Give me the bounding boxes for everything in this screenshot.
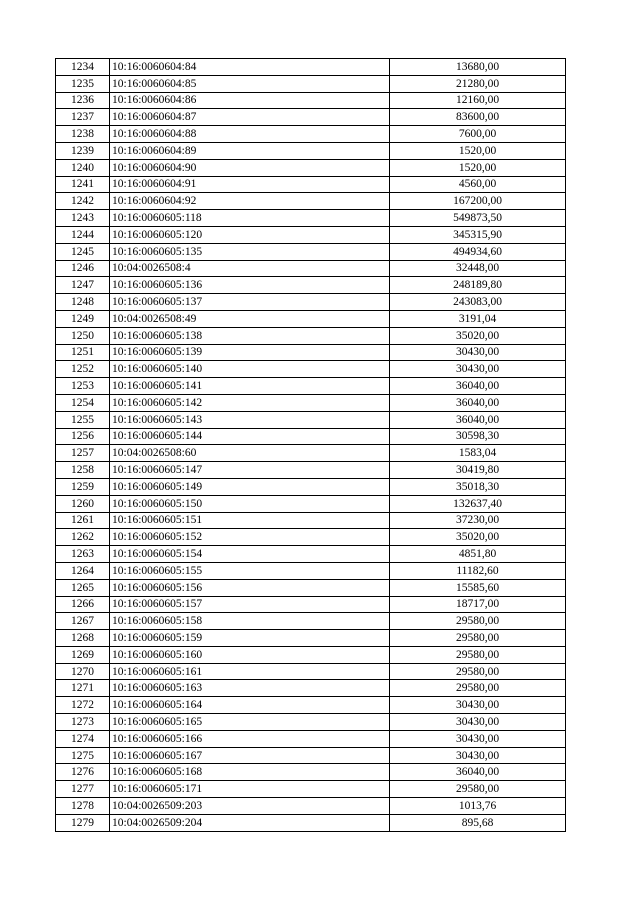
cadastral-number-cell: 10:16:0060605:144: [110, 428, 390, 445]
row-number-cell: 1257: [56, 445, 110, 462]
cadastral-number-cell: 10:16:0060605:118: [110, 210, 390, 227]
row-number-cell: 1270: [56, 663, 110, 680]
table-row: [56, 344, 566, 361]
cadastral-number-cell: 10:16:0060605:164: [110, 697, 390, 714]
table-row: [56, 445, 566, 462]
row-number-cell: 1245: [56, 243, 110, 260]
table-row: [56, 394, 566, 411]
row-number-cell: 1235: [56, 75, 110, 92]
value-cell: 37230,00: [390, 512, 566, 529]
table-row: [56, 814, 566, 831]
table-row: [56, 697, 566, 714]
table-row: [56, 596, 566, 613]
cadastral-number-cell: 10:16:0060605:143: [110, 411, 390, 428]
table-row: [56, 798, 566, 815]
value-cell: 494934,60: [390, 243, 566, 260]
table-row: [56, 226, 566, 243]
row-number-cell: 1261: [56, 512, 110, 529]
value-cell: 36040,00: [390, 411, 566, 428]
value-cell: 12160,00: [390, 92, 566, 109]
row-number-cell: 1263: [56, 546, 110, 563]
row-number-cell: 1260: [56, 495, 110, 512]
cadastral-number-cell: 10:04:0026509:204: [110, 814, 390, 831]
table-row: [56, 92, 566, 109]
table-row: [56, 630, 566, 647]
value-cell: 30430,00: [390, 361, 566, 378]
value-cell: 243083,00: [390, 294, 566, 311]
cadastral-number-cell: 10:16:0060604:86: [110, 92, 390, 109]
row-number-cell: 1273: [56, 714, 110, 731]
cadastral-number-cell: 10:16:0060605:142: [110, 394, 390, 411]
row-number-cell: 1246: [56, 260, 110, 277]
table-row: [56, 142, 566, 159]
value-cell: 35020,00: [390, 529, 566, 546]
value-cell: 895,68: [390, 814, 566, 831]
row-number-cell: 1249: [56, 310, 110, 327]
value-cell: 21280,00: [390, 75, 566, 92]
value-cell: 248189,80: [390, 277, 566, 294]
table-row: [56, 75, 566, 92]
cadastral-number-cell: 10:16:0060605:120: [110, 226, 390, 243]
table-row: [56, 680, 566, 697]
table-row: [56, 294, 566, 311]
cadastral-number-cell: 10:16:0060604:84: [110, 59, 390, 76]
cadastral-number-cell: 10:16:0060605:155: [110, 562, 390, 579]
cadastral-number-cell: 10:16:0060605:154: [110, 546, 390, 563]
cadastral-number-cell: 10:16:0060605:166: [110, 730, 390, 747]
cadastral-number-cell: 10:16:0060604:90: [110, 159, 390, 176]
value-cell: 7600,00: [390, 126, 566, 143]
cadastral-number-cell: 10:16:0060604:91: [110, 176, 390, 193]
value-cell: 3191,04: [390, 310, 566, 327]
cadastral-number-cell: 10:16:0060605:151: [110, 512, 390, 529]
cadastral-number-cell: 10:16:0060605:160: [110, 646, 390, 663]
value-cell: 29580,00: [390, 630, 566, 647]
cadastral-number-cell: 10:16:0060604:92: [110, 193, 390, 210]
row-number-cell: 1248: [56, 294, 110, 311]
table-row: [56, 159, 566, 176]
cadastral-number-cell: 10:16:0060604:85: [110, 75, 390, 92]
row-number-cell: 1276: [56, 764, 110, 781]
cadastral-number-cell: 10:16:0060605:150: [110, 495, 390, 512]
cadastral-value-table: [55, 58, 566, 832]
row-number-cell: 1278: [56, 798, 110, 815]
row-number-cell: 1271: [56, 680, 110, 697]
cadastral-number-cell: 10:16:0060605:156: [110, 579, 390, 596]
row-number-cell: 1269: [56, 646, 110, 663]
value-cell: 30430,00: [390, 344, 566, 361]
value-cell: 1583,04: [390, 445, 566, 462]
cadastral-number-cell: 10:16:0060605:136: [110, 277, 390, 294]
value-cell: 4851,80: [390, 546, 566, 563]
cadastral-number-cell: 10:16:0060605:137: [110, 294, 390, 311]
value-cell: 167200,00: [390, 193, 566, 210]
value-cell: 35018,30: [390, 478, 566, 495]
cadastral-number-cell: 10:16:0060605:159: [110, 630, 390, 647]
table-row: [56, 210, 566, 227]
row-number-cell: 1267: [56, 613, 110, 630]
table-row: [56, 260, 566, 277]
table-row: [56, 730, 566, 747]
value-cell: 29580,00: [390, 646, 566, 663]
table-row: [56, 193, 566, 210]
row-number-cell: 1241: [56, 176, 110, 193]
table-row: [56, 378, 566, 395]
table-row: [56, 310, 566, 327]
table-row: [56, 781, 566, 798]
value-cell: 30430,00: [390, 714, 566, 731]
value-cell: 83600,00: [390, 109, 566, 126]
row-number-cell: 1262: [56, 529, 110, 546]
table-row: [56, 478, 566, 495]
table-row: [56, 462, 566, 479]
value-cell: 30419,80: [390, 462, 566, 479]
value-cell: 1013,76: [390, 798, 566, 815]
row-number-cell: 1266: [56, 596, 110, 613]
value-cell: 15585,60: [390, 579, 566, 596]
row-number-cell: 1255: [56, 411, 110, 428]
table-row: [56, 109, 566, 126]
value-cell: 29580,00: [390, 663, 566, 680]
row-number-cell: 1253: [56, 378, 110, 395]
row-number-cell: 1265: [56, 579, 110, 596]
cadastral-number-cell: 10:16:0060604:89: [110, 142, 390, 159]
cadastral-number-cell: 10:16:0060604:87: [110, 109, 390, 126]
row-number-cell: 1250: [56, 327, 110, 344]
row-number-cell: 1258: [56, 462, 110, 479]
cadastral-number-cell: 10:16:0060605:140: [110, 361, 390, 378]
row-number-cell: 1259: [56, 478, 110, 495]
table-row: [56, 714, 566, 731]
value-cell: 36040,00: [390, 394, 566, 411]
row-number-cell: 1243: [56, 210, 110, 227]
value-cell: 30598,30: [390, 428, 566, 445]
table-row: [56, 327, 566, 344]
cadastral-number-cell: 10:04:0026508:60: [110, 445, 390, 462]
table-row: [56, 663, 566, 680]
row-number-cell: 1272: [56, 697, 110, 714]
row-number-cell: 1244: [56, 226, 110, 243]
value-cell: 4560,00: [390, 176, 566, 193]
table-row: [56, 126, 566, 143]
row-number-cell: 1275: [56, 747, 110, 764]
table-row: [56, 579, 566, 596]
row-number-cell: 1274: [56, 730, 110, 747]
cadastral-number-cell: 10:04:0026508:4: [110, 260, 390, 277]
table-row: [56, 495, 566, 512]
row-number-cell: 1234: [56, 59, 110, 76]
table-row: [56, 529, 566, 546]
cadastral-number-cell: 10:04:0026508:49: [110, 310, 390, 327]
value-cell: 36040,00: [390, 764, 566, 781]
table-row: [56, 59, 566, 76]
cadastral-number-cell: 10:16:0060605:157: [110, 596, 390, 613]
row-number-cell: 1264: [56, 562, 110, 579]
cadastral-number-cell: 10:16:0060604:88: [110, 126, 390, 143]
table-row: [56, 613, 566, 630]
row-number-cell: 1239: [56, 142, 110, 159]
row-number-cell: 1254: [56, 394, 110, 411]
table-row: [56, 546, 566, 563]
table-body: [56, 59, 566, 832]
cadastral-number-cell: 10:16:0060605:135: [110, 243, 390, 260]
cadastral-number-cell: 10:16:0060605:158: [110, 613, 390, 630]
row-number-cell: 1242: [56, 193, 110, 210]
row-number-cell: 1240: [56, 159, 110, 176]
row-number-cell: 1277: [56, 781, 110, 798]
value-cell: 29580,00: [390, 781, 566, 798]
row-number-cell: 1238: [56, 126, 110, 143]
value-cell: 29580,00: [390, 613, 566, 630]
value-cell: 36040,00: [390, 378, 566, 395]
value-cell: 1520,00: [390, 142, 566, 159]
value-cell: 32448,00: [390, 260, 566, 277]
value-cell: 11182,60: [390, 562, 566, 579]
value-cell: 132637,40: [390, 495, 566, 512]
value-cell: 1520,00: [390, 159, 566, 176]
cadastral-number-cell: 10:16:0060605:149: [110, 478, 390, 495]
value-cell: 30430,00: [390, 697, 566, 714]
table-row: [56, 361, 566, 378]
table-row: [56, 646, 566, 663]
value-cell: 13680,00: [390, 59, 566, 76]
value-cell: 30430,00: [390, 747, 566, 764]
row-number-cell: 1236: [56, 92, 110, 109]
cadastral-number-cell: 10:16:0060605:168: [110, 764, 390, 781]
table-row: [56, 428, 566, 445]
table-row: [56, 512, 566, 529]
cadastral-number-cell: 10:16:0060605:141: [110, 378, 390, 395]
cadastral-number-cell: 10:16:0060605:171: [110, 781, 390, 798]
row-number-cell: 1237: [56, 109, 110, 126]
cadastral-number-cell: 10:16:0060605:139: [110, 344, 390, 361]
value-cell: 345315,90: [390, 226, 566, 243]
row-number-cell: 1268: [56, 630, 110, 647]
table-row: [56, 764, 566, 781]
value-cell: 18717,00: [390, 596, 566, 613]
cadastral-number-cell: 10:16:0060605:165: [110, 714, 390, 731]
value-cell: 35020,00: [390, 327, 566, 344]
value-cell: 30430,00: [390, 730, 566, 747]
cadastral-number-cell: 10:16:0060605:163: [110, 680, 390, 697]
row-number-cell: 1256: [56, 428, 110, 445]
value-cell: 549873,50: [390, 210, 566, 227]
value-cell: 29580,00: [390, 680, 566, 697]
row-number-cell: 1251: [56, 344, 110, 361]
table-row: [56, 277, 566, 294]
table-row: [56, 176, 566, 193]
row-number-cell: 1247: [56, 277, 110, 294]
cadastral-number-cell: 10:16:0060605:138: [110, 327, 390, 344]
row-number-cell: 1279: [56, 814, 110, 831]
cadastral-number-cell: 10:16:0060605:161: [110, 663, 390, 680]
cadastral-number-cell: 10:16:0060605:152: [110, 529, 390, 546]
cadastral-number-cell: 10:16:0060605:167: [110, 747, 390, 764]
table-row: [56, 411, 566, 428]
cadastral-number-cell: 10:04:0026509:203: [110, 798, 390, 815]
table-row: [56, 747, 566, 764]
cadastral-number-cell: 10:16:0060605:147: [110, 462, 390, 479]
table-row: [56, 243, 566, 260]
table-row: [56, 562, 566, 579]
row-number-cell: 1252: [56, 361, 110, 378]
